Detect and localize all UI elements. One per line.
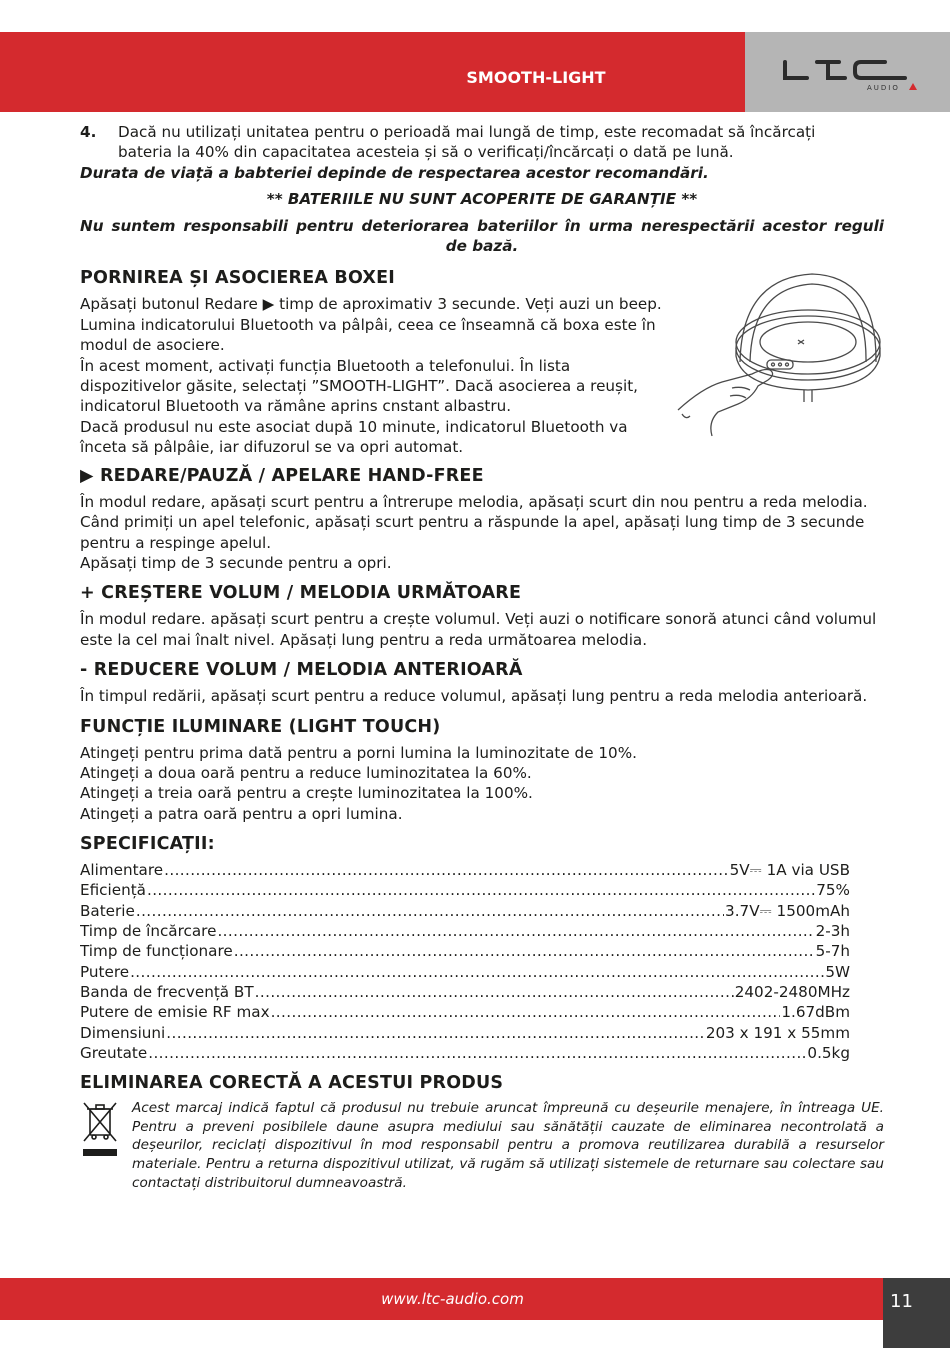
spec-leader — [164, 860, 728, 880]
spec-leader — [136, 901, 724, 921]
spec-row — [80, 880, 850, 900]
spec-value: 2-3h — [815, 922, 850, 941]
disposal-block — [80, 1099, 884, 1192]
logo-box — [745, 32, 950, 112]
item-line-2: bateria la 40% din capacitatea acesteia și să o verificați/încărcați o dată pe lună. — [118, 143, 734, 162]
play-heading: ▶ REDARE/PAUZĂ / APELARE HAND-FREE — [80, 465, 484, 486]
page-number-box — [883, 1278, 950, 1348]
page-number: 11 — [890, 1291, 913, 1312]
spec-value: 75% — [816, 881, 850, 900]
spec-leader — [234, 941, 815, 961]
play-text — [80, 492, 884, 574]
spec-leader — [217, 921, 814, 941]
light-line: Atingeți a doua oară pentru a reduce luminozitatea la 60%. — [80, 763, 532, 782]
spec-row — [80, 941, 850, 961]
responsibility-note: Nu suntem responsabili pentru deteriorarea bateriilor în urma nerespectării acestor reguli de bază. — [80, 216, 884, 256]
item-line-1: Dacă nu utilizați unitatea pentru o perioadă mai lungă de timp, este recomadat să încărcați — [118, 123, 816, 141]
spec-row — [80, 1002, 850, 1022]
disposal-heading: ELIMINAREA CORECTĂ A ACESTUI PRODUS — [80, 1073, 504, 1094]
weee-bin-icon — [80, 1099, 132, 1192]
speaker-lamp-illustration — [672, 270, 884, 448]
spec-label: Banda de frecvență BT — [80, 982, 254, 1001]
spec-label: Putere de emisie RF max — [80, 1003, 270, 1022]
play-paragraph-3: Apăsați timp de 3 secunde pentru a opri. — [80, 553, 392, 572]
item-4 — [80, 122, 884, 163]
spec-value: 5W — [825, 962, 850, 981]
spec-leader — [255, 982, 734, 1002]
spec-leader — [147, 880, 815, 900]
volume-down-text: În timpul redării, apăsați scurt pentru a reduce volumul, apăsați lung pentru a reda melodia anterioară. — [80, 687, 868, 706]
spec-value: 2402-2480MHz — [734, 982, 850, 1001]
play-paragraph-1: În modul redare, apăsați scurt pentru a întrerupe melodia, apăsați scurt din nou pentru a reda melodia. — [80, 492, 868, 511]
spec-label: Timp de funcționare — [80, 942, 233, 961]
pairing-paragraph-3: Dacă produsul nu este asociat după 10 minute, indicatorul Bluetooth va înceta să pâlpâie, iar difuzorul se va opri automat. — [80, 417, 628, 457]
spec-label: Alimentare — [80, 861, 164, 880]
light-list — [80, 743, 884, 825]
header-title-wrap — [0, 68, 745, 87]
spec-value: 3.7V⎓ 1500mAh — [725, 901, 850, 920]
spec-row — [80, 1023, 850, 1043]
light-line: Atingeți pentru prima dată pentru a porni lumina la luminozitate de 10%. — [80, 743, 637, 762]
spec-label: Baterie — [80, 901, 135, 920]
disposal-text: Acest marcaj indică faptul că produsul nu trebuie aruncat împreună cu deșeurile menajere, în întreaga UE. Pentru a preveni posibilele daune asupra mediului sau sănătății cauzate de eliminarea necontrolată a deșeurilor, reciclați dispozitivul în mod responsabil pentru a promova reutilizarea durabilă a resurselor materiale. Pentru a returna dispozitivul utilizat, vă rugăm să utilizați sistemele de returnare sau colectare sau contactați distribuitorul dumneavoastră. — [132, 1100, 884, 1191]
specs-heading: SPECIFICAȚII: — [80, 834, 215, 855]
specs-table — [80, 860, 850, 1063]
play-paragraph-2: Când primiți un apel telefonic, apăsați scurt pentru a răspunde la apel, apăsați lung timp de 3 secunde pentru a respinge apelul. — [80, 513, 865, 552]
item-number: 4. — [80, 123, 97, 141]
spec-label: Putere — [80, 962, 130, 981]
spec-value: 5V⎓ 1A via USB — [729, 861, 850, 880]
spec-leader — [271, 1002, 781, 1022]
light-line: Atingeți a patra oară pentru a opri lumina. — [80, 804, 403, 823]
battery-life-note: Durata de viață a babteriei depinde de respectarea acestor recomandări. — [80, 163, 709, 182]
spec-leader — [166, 1023, 705, 1043]
pairing-heading: PORNIREA ȘI ASOCIEREA BOXEI — [80, 268, 395, 289]
warranty-note: ** BATERIILE NU SUNT ACOPERITE DE GARANȚIE ** — [266, 190, 698, 209]
light-heading: FUNCȚIE ILUMINARE (LIGHT TOUCH) — [80, 716, 441, 737]
spec-row — [80, 982, 850, 1002]
pairing-text — [80, 294, 672, 457]
volume-down-heading: - REDUCERE VOLUM / MELODIA ANTERIOARĂ — [80, 660, 523, 681]
logo-subtext: AUDIO — [867, 84, 900, 92]
spec-label: Dimensiuni — [80, 1023, 166, 1042]
light-line: Atingeți a treia oară pentru a crește luminozitatea la 100%. — [80, 784, 533, 803]
spec-row — [80, 962, 850, 982]
spec-value: 203 x 191 x 55mm — [705, 1023, 850, 1042]
spec-value: 1.67dBm — [781, 1003, 850, 1022]
spec-row — [80, 921, 850, 941]
spec-value: 0.5kg — [807, 1043, 850, 1062]
spec-leader — [148, 1043, 806, 1063]
spec-row — [80, 1043, 850, 1063]
volume-up-text: În modul redare. apăsați scurt pentru a crește volumul. Veți auzi o notificare sonoră atunci când volumul este la cel mai înalt nivel. Apăsați lung pentru a reda următoarea melodia. — [80, 610, 877, 649]
spec-value: 5-7h — [815, 942, 850, 961]
ltc-logo-icon — [745, 32, 950, 112]
spec-leader — [130, 962, 824, 982]
pairing-paragraph-1: Apăsați butonul Redare ▶ timp de aproximativ 3 secunde. Veți auzi un beep. Lumina indicatorului Bluetooth va pâlpâi, ceea ce înseamnă că boxa este în modul de asociere. — [80, 295, 662, 355]
header-title: SMOOTH-LIGHT — [466, 68, 606, 87]
volume-up-heading: + CREȘTERE VOLUM / MELODIA URMĂTOARE — [80, 583, 522, 604]
spec-row — [80, 860, 850, 880]
spec-label: Eficiență — [80, 881, 146, 900]
spec-row — [80, 901, 850, 921]
pairing-paragraph-2: În acest moment, activați funcția Bluetooth a telefonului. În lista dispozitivelor găsite, selectați ”SMOOTH-LIGHT”. Dacă asocierea a reușit, indicatorul Bluetooth va rămâne aprins cnstant albastru. — [80, 356, 638, 416]
spec-label: Greutate — [80, 1043, 148, 1062]
spec-label: Timp de încărcare — [80, 922, 217, 941]
footer-url[interactable]: www.ltc-audio.com — [381, 1290, 524, 1308]
